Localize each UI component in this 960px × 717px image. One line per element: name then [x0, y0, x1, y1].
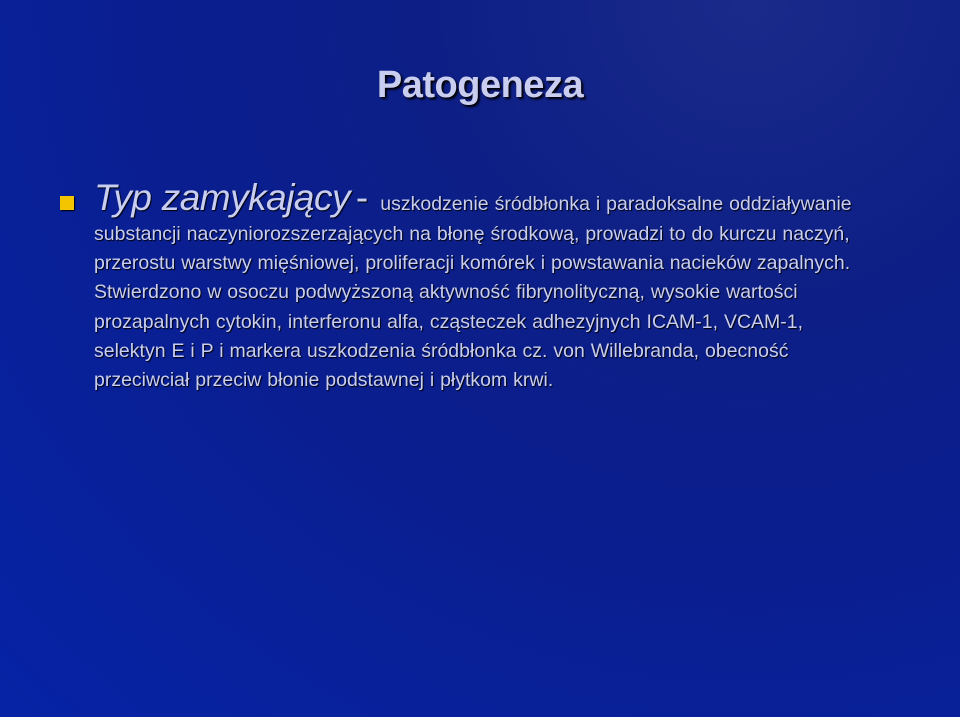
- bullet-dash: -: [355, 177, 369, 218]
- bullet-square-icon: [60, 196, 74, 210]
- bullet-paragraph: [94, 176, 880, 395]
- slide-title-text: Patogeneza: [376, 64, 584, 106]
- bullet-item: [60, 176, 880, 395]
- bullet-body-text: uszkodzenie śródbłonka i paradoksalne oddziaływanie substancji naczyniorozszerzających na błonę środkową, prowadzi to do kurczu naczyń, przerostu warstwy mięśniowej, proliferacji komórek i powstawania nacieków zapalnych. Stwierdzono w osoczu podwyższoną aktywność fibrynolityczną, wysokie wartości prozapalnych cytokin, interferonu alfa, cząsteczek adhezyjnych ICAM-1, VCAM-1, selektyn E i P i markera uszkodzenia śródbłonka cz. von Willebranda, obecność przeciwciał przeciw błonie podstawnej i płytkom krwi.: [94, 193, 852, 392]
- slide-title: [0, 64, 960, 107]
- bullet-lead-text: Typ zamykający: [94, 177, 350, 218]
